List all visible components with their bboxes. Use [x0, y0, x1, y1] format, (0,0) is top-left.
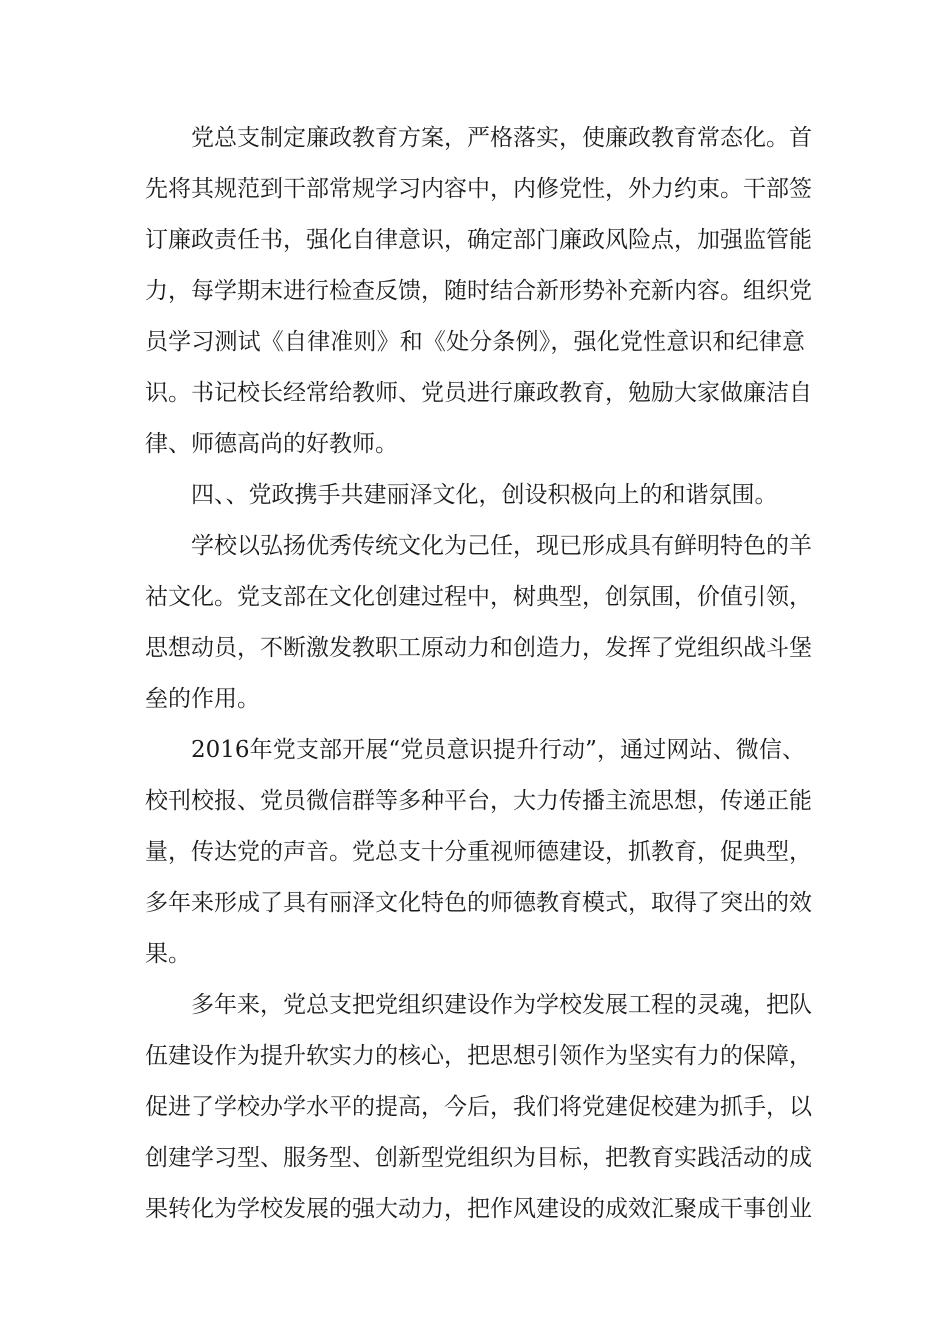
paragraph-1-line-5: 员学习测试《自律准则》和《处分条例》，强化党性意识和纪律意: [145, 329, 805, 355]
section-heading-4: 四、、党政携手共建丽泽文化，创设积极向上的和谐氛围。: [191, 482, 778, 508]
paragraph-4-line-5: 果。: [145, 941, 191, 967]
paragraph-3-line-1: 学校以弘扬优秀传统文化为己任，现已形成具有鲜明特色的羊: [191, 533, 812, 559]
paragraph-1-line-3: 订廉政责任书，强化自律意识，确定部门廉政风险点，加强监管能: [145, 227, 812, 253]
paragraph-4-line-4: 多年来形成了具有丽泽文化特色的师德教育模式，取得了突出的效: [145, 890, 812, 916]
paragraph-1-line-6: 识。书记校长经常给教师、党员进行廉政教育，勉励大家做廉洁自: [145, 380, 812, 406]
paragraph-1-line-2: 先将其规范到干部常规学习内容中，内修党性，外力约束。干部签: [145, 176, 812, 202]
paragraph-1-line-4: 力，每学期末进行检查反馈，随时结合新形势补充新内容。组织党: [145, 278, 812, 304]
paragraph-1-line-1: 党总支制定廉政教育方案，严格落实，使廉政教育常态化。首: [191, 125, 812, 151]
paragraph-3-line-4: 垒的作用。: [145, 686, 260, 712]
paragraph-4-line-3: 量，传达党的声音。党总支十分重视师德建设，抓教育，促典型，: [145, 839, 812, 865]
paragraph-5-line-2: 伍建设作为提升软实力的核心，把思想引领作为坚实有力的保障，: [145, 1043, 812, 1069]
paragraph-3-line-2: 祜文化。党支部在文化创建过程中，树典型，创氛围，价值引领，: [145, 584, 812, 610]
paragraph-5-line-1: 多年来，党总支把党组织建设作为学校发展工程的灵魂，把队: [191, 992, 812, 1018]
paragraph-3-line-3: 思想动员，不断激发教职工原动力和创造力，发挥了党组织战斗堡: [145, 635, 812, 661]
paragraph-1-line-7: 律、师德高尚的好教师。: [145, 431, 398, 457]
paragraph-4-line-1: 2016年党支部开展“党员意识提升行动”，通过网站、微信、: [191, 737, 805, 763]
paragraph-4-line-2: 校刊校报、党员微信群等多种平台，大力传播主流思想，传递正能: [145, 788, 812, 814]
paragraph-5-line-5: 果转化为学校发展的强大动力，把作风建设的成效汇聚成干事创业: [145, 1196, 812, 1222]
paragraph-5-line-4: 创建学习型、服务型、创新型党组织为目标，把教育实践活动的成: [145, 1145, 812, 1171]
paragraph-5-line-3: 促进了学校办学水平的提高，今后，我们将党建促校建为抓手，以: [145, 1094, 812, 1120]
